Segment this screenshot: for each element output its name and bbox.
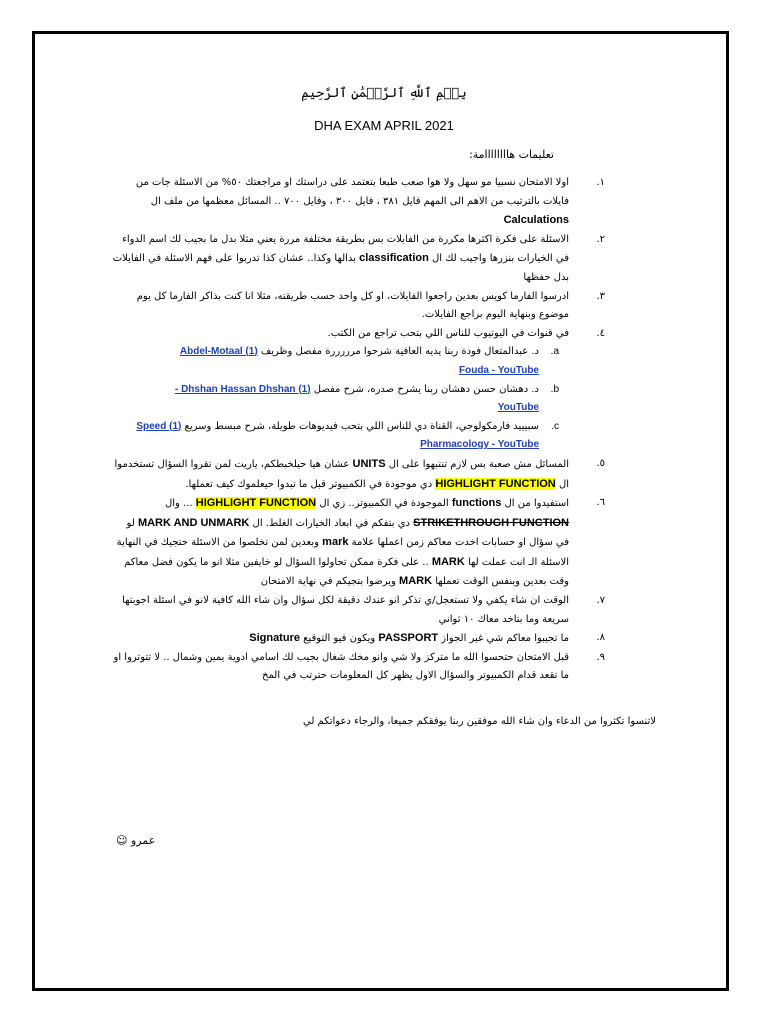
list-item: ٢. الاسئلة على فكرة اكثرها مكررة من الفايلات بس بطريقة مختلفة مررة يعني مثلا بدل ما بجيب لك اسم الدواء في الخيارات بنزرها واجيب لك ال classification بدالها وكذا.. عشان كذا تدربوا على فهم الاسئلة في الفايلات بدل حفظها [112, 233, 605, 283]
youtube-link-dhshan[interactable]: (1) Dhshan Hassan Dhshan - [174, 383, 311, 395]
document-title: DHA EXAM APRIL 2021 [314, 118, 454, 133]
instructions-heading: تعليمات هاااااااامة: [469, 148, 554, 161]
list-item: ٤. في قنوات في اليوتيوب للناس اللي بتحب تراجع من الكتب. [327, 327, 605, 339]
list-item: ٦. استفيدوا من ال functions الموجودة في الكمبيوتر.. زي ال HIGHLIGHT FUNCTION ... وال STRIKETHROUGH FUNCTION دي بتفكم في ابعاد الخيارات الغلط. ال MARK AND UNMARK لو في سؤال او حسابات اخدت معاكم زمن اعملها علامة mark وبعدين لمن تخلصوا من الاسئلة حتجيك في النهاية الاسئلة الـ انت عملت لها MARK .. على فكرة ممكن تحاولوا السؤال لو خايفين مثلا انو ما يكون فضل معاكم وقت بعدين وبنفس الوقت تعملها MARK ويرضوا بتجيكم في نهاية الامتحان [116, 497, 605, 588]
list-item: ٩. قبل الامتحان حتحسوا الله ما متركز ولا شي وانو مخك شغال بجيب لك اسامي ادوية يمين وشمال .. لا تتوتروا او ما تقعد قدام الكمبيوتر والسؤال الاول يظهر كل المعلومات حترتب في المخ [113, 651, 605, 682]
list-item: ٥. المسائل مش صعبة بس لازم تنتبهوا على ال UNITS عشان هيا حيلخبطكم، ياريت لمن تقروا السؤال تستخدموا ال HIGHLIGHT FUNCTION دي موجودة في الكمبيوتر قبل ما تبدوا حيعلموك كيف تعملها. [114, 457, 605, 490]
channel-item: b. د. دهشان حسن دهشان ربنا يشرح صدره، شرح مفصل (1) Dhshan Hassan Dhshan - YouTube [174, 383, 559, 414]
youtube-link-abdel-motaal-cont[interactable]: Fouda - YouTube [459, 364, 539, 376]
list-item: ٨. ما تجيبوا معاكم شي غير الجواز PASSPORT ويكون فيو التوقيع Signature [249, 632, 605, 645]
list-item: ٣. ادرسوا الفارما كويس بعدين راجعوا الفايلات، او كل واحد حسب طريقته، مثلا انا كنت بذاكر الفارما كل يوم موضوع وبنهاية اليوم براجع الفايلات. [136, 290, 605, 321]
channel-item: a. د. عبدالمتعال فودة ربنا يديه العافية شرحوا مرررررة مفصل وظريف (1) Abdel-Motaal Fouda - YouTube [179, 346, 559, 376]
list-item: ١. اولا الامتحان نسبيا مو سهل ولا هوا صعب طبعا بتعتمد على دراستك او مراجعتك ٥٠% من الاسئلة جات من فايلات بالترتيب من الاهم الى المهم فايل ٣٨١ ، فايل ٣٠٠ ، وفايل ٧٠٠ .. المسائل معظمها من ملف ال Calculations [135, 177, 605, 227]
highlight-function-label: HIGHLIGHT FUNCTION [435, 477, 556, 490]
closing-note: لاتنسوا تكثروا من الدعاء وان شاء الله موفقين ربنا يوفقكم جميعا، والرجاء دعواتكم لي [303, 716, 656, 727]
signature: عمرو ☺ [116, 834, 156, 847]
youtube-link-dhshan-cont[interactable]: YouTube [497, 402, 539, 414]
youtube-link-speed-pharmacology-cont[interactable]: Pharmacology - YouTube [420, 439, 539, 451]
instructions-list [112, 174, 617, 686]
channel-item: c. سبيييد فارمكولوجي، القناة دي للناس اللي بتحب فيديوهات طويلة، شرح مبسط وسريع (1) Speed Pharmacology - YouTube [136, 420, 559, 451]
youtube-link-speed-pharmacology[interactable]: (1) Speed [136, 420, 182, 432]
youtube-link-abdel-motaal[interactable]: (1) Abdel-Motaal [179, 346, 258, 358]
bismillah-calligraphy: بِسۡمِ ٱللَّهِ ٱلرَّحۡمَٰنِ ٱلرَّحِيمِ [301, 86, 467, 101]
list-item: ٧. الوقت ان شاء يكفي ولا تستعجل/ي تذكر انو عندك دقيقة لكل سؤال وان شاء الله كافية لانو في اسئلة اجوبتها سريعة وما بتاخد معاك ١٠ ثواني [122, 595, 605, 625]
